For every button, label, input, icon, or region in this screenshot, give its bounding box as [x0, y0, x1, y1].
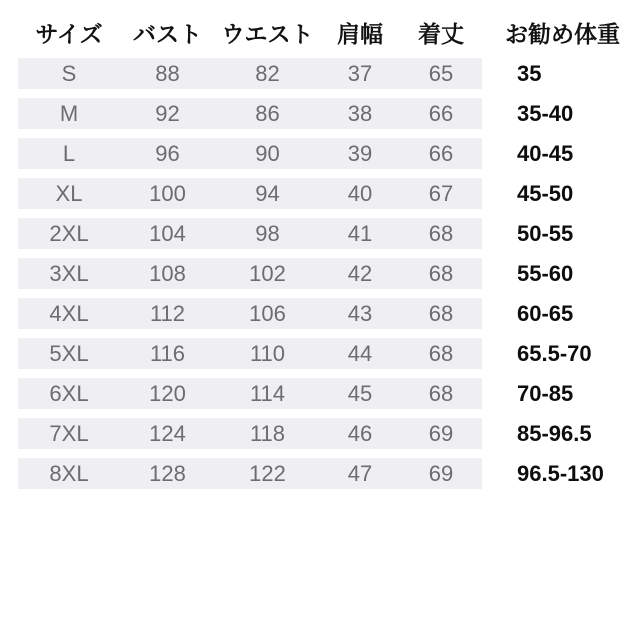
cell-shoulder: 38: [347, 101, 373, 126]
col-header-bust: バスト: [133, 21, 202, 47]
cell-shoulder: 43: [347, 301, 373, 326]
cell-weight: 35-40: [482, 98, 573, 129]
row-stripe-band: [18, 418, 482, 449]
cell-bust: 124: [149, 421, 186, 446]
col-header-weight: お勧め体重: [505, 21, 620, 47]
cell-waist: 122: [249, 461, 286, 486]
row-stripe-band: [18, 378, 482, 409]
cell-bust: 128: [149, 461, 186, 486]
cell-weight: 40-45: [482, 138, 573, 169]
cell-weight: 65.5-70: [482, 338, 592, 369]
table-row: [18, 98, 640, 129]
cell-length: 67: [428, 181, 454, 206]
cell-size: 6XL: [49, 381, 89, 406]
col-header-waist: ウエスト: [221, 21, 314, 47]
cell-bust: 96: [155, 141, 180, 166]
row-stripe-band: [18, 298, 482, 329]
cell-weight: 85-96.5: [482, 418, 592, 449]
row-stripe-band: [18, 98, 482, 129]
table-row: [18, 338, 640, 369]
cell-size: L: [62, 141, 76, 166]
cell-shoulder: 41: [347, 221, 373, 246]
cell-waist: 114: [249, 381, 286, 406]
cell-shoulder: 37: [347, 61, 373, 86]
cell-shoulder: 46: [347, 421, 373, 446]
cell-length: 69: [428, 421, 454, 446]
cell-shoulder: 45: [347, 381, 373, 406]
cell-size: 2XL: [49, 221, 89, 246]
cell-waist: 86: [255, 101, 280, 126]
table-row: [18, 258, 640, 289]
table-row: [18, 58, 640, 89]
row-stripe-band: [18, 338, 482, 369]
cell-weight: 50-55: [482, 218, 573, 249]
cell-length: 65: [428, 61, 454, 86]
cell-shoulder: 40: [347, 181, 373, 206]
cell-size: 5XL: [49, 341, 89, 366]
table-row: [18, 138, 640, 169]
row-stripe-band: [18, 178, 482, 209]
table-row: [18, 298, 640, 329]
cell-waist: 94: [255, 181, 280, 206]
cell-waist: 102: [249, 261, 286, 286]
cell-size: S: [61, 61, 77, 86]
cell-waist: 90: [255, 141, 280, 166]
cell-bust: 88: [155, 61, 180, 86]
cell-weight: 60-65: [482, 298, 573, 329]
cell-shoulder: 42: [347, 261, 373, 286]
cell-size: 8XL: [49, 461, 89, 486]
cell-weight: 96.5-130: [482, 458, 604, 489]
cell-weight: 70-85: [482, 378, 573, 409]
table-row: [18, 178, 640, 209]
row-stripe-band: [18, 218, 482, 249]
cell-weight: 35: [482, 58, 541, 89]
cell-bust: 116: [149, 341, 186, 366]
cell-waist: 98: [255, 221, 280, 246]
cell-size: 7XL: [49, 421, 89, 446]
cell-length: 68: [428, 381, 454, 406]
col-header-size: サイズ: [35, 21, 103, 47]
cell-shoulder: 44: [347, 341, 373, 366]
row-stripe-band: [18, 58, 482, 89]
cell-bust: 120: [149, 381, 186, 406]
cell-bust: 112: [149, 301, 186, 326]
cell-length: 69: [428, 461, 454, 486]
cell-weight: 45-50: [482, 178, 573, 209]
cell-length: 68: [428, 221, 454, 246]
cell-waist: 118: [249, 421, 286, 446]
cell-weight: 55-60: [482, 258, 573, 289]
cell-length: 66: [428, 141, 454, 166]
table-row: [18, 458, 640, 489]
row-stripe-band: [18, 458, 482, 489]
cell-bust: 104: [149, 221, 186, 246]
cell-size: 4XL: [49, 301, 89, 326]
cell-size: XL: [55, 181, 83, 206]
cell-shoulder: 39: [347, 141, 373, 166]
table-header-row: [18, 19, 640, 49]
cell-bust: 108: [149, 261, 186, 286]
row-stripe-band: [18, 258, 482, 289]
row-stripe-band: [18, 138, 482, 169]
table-row: [18, 378, 640, 409]
cell-bust: 92: [155, 101, 180, 126]
col-header-length: 着丈: [418, 21, 464, 47]
table-row: [18, 218, 640, 249]
col-header-shoulder: 肩幅: [337, 21, 383, 47]
cell-size: 3XL: [49, 261, 89, 286]
cell-size: M: [59, 101, 79, 126]
cell-length: 68: [428, 261, 454, 286]
cell-length: 66: [428, 101, 454, 126]
cell-length: 68: [428, 301, 454, 326]
cell-length: 68: [428, 341, 454, 366]
cell-waist: 110: [249, 341, 286, 366]
table-row: [18, 418, 640, 449]
cell-waist: 106: [249, 301, 286, 326]
cell-waist: 82: [255, 61, 280, 86]
cell-bust: 100: [149, 181, 186, 206]
cell-shoulder: 47: [347, 461, 373, 486]
table-body: [0, 58, 640, 489]
